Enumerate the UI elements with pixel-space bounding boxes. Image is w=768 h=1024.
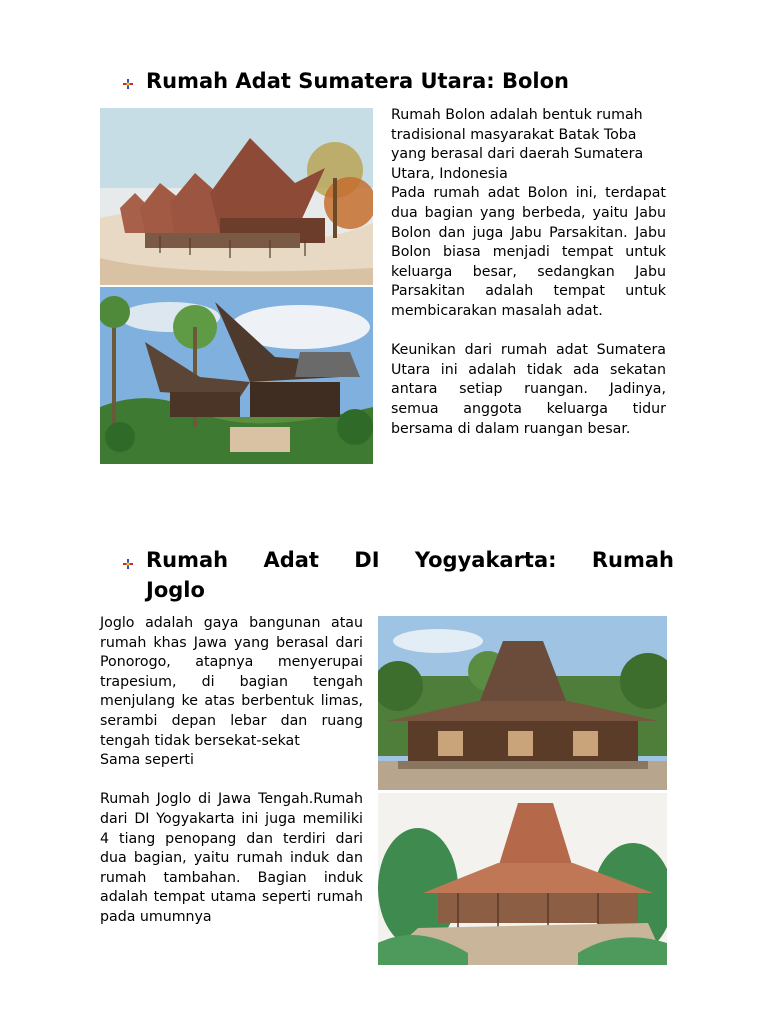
bullet-icon [122,78,134,90]
bolon-painting-image [100,108,373,285]
bullet-icon [122,558,134,570]
joglo-painting-image [378,793,667,965]
bolon-photo-image [100,287,373,464]
section-heading-joglo-line2: Joglo [146,578,205,602]
section-heading-joglo-line1: Rumah Adat DI Yogyakarta: Rumah [146,548,674,572]
section-text-joglo [100,614,363,928]
joglo-paragraph-2: Sama seperti [100,752,194,769]
section-text-bolon [391,106,666,439]
joglo-paragraph-1: Joglo adalah gaya bangunan atau rumah khas Jawa yang berasal dari Ponorogo, atapnya menyerupai trapesium, di bagian tengah menjulang ke atas berbentuk limas, serambi depan lebar dan ruang tengah tidak bersekat-sekat [100,615,363,749]
bolon-paragraph-3: Keunikan dari rumah adat Sumatera Utara ini adalah tidak ada sekatan antara setiap ruangan. Jadinya, semua anggota keluarga tidur bersama di dalam ruangan besar. [391,342,666,437]
joglo-photo-image [378,616,667,790]
bolon-paragraph-1: Rumah Bolon adalah bentuk rumah tradisional masyarakat Batak Toba yang berasal dari daerah Sumatera Utara, Indonesia [391,107,644,182]
bolon-paragraph-2: Pada rumah adat Bolon ini, terdapat dua bagian yang berbeda, yaitu Jabu Bolon dan juga Jabu Parsakitan. Jabu Bolon biasa menjadi tempat untuk keluarga besar, sedangkan Jabu Parsakitan adalah tempat untuk membicarakan masalah adat. [391,185,666,319]
section-heading-bolon: Rumah Adat Sumatera Utara: Bolon [146,69,569,93]
joglo-paragraph-3: Rumah Joglo di Jawa Tengah.Rumah dari DI Yogyakarta ini juga memiliki 4 tiang penopang dan terdiri dari dua bagian, yaitu rumah induk dan rumah tambahan. Bagian induk adalah tempat utama seperti rumah pada umumnya [100,791,363,925]
